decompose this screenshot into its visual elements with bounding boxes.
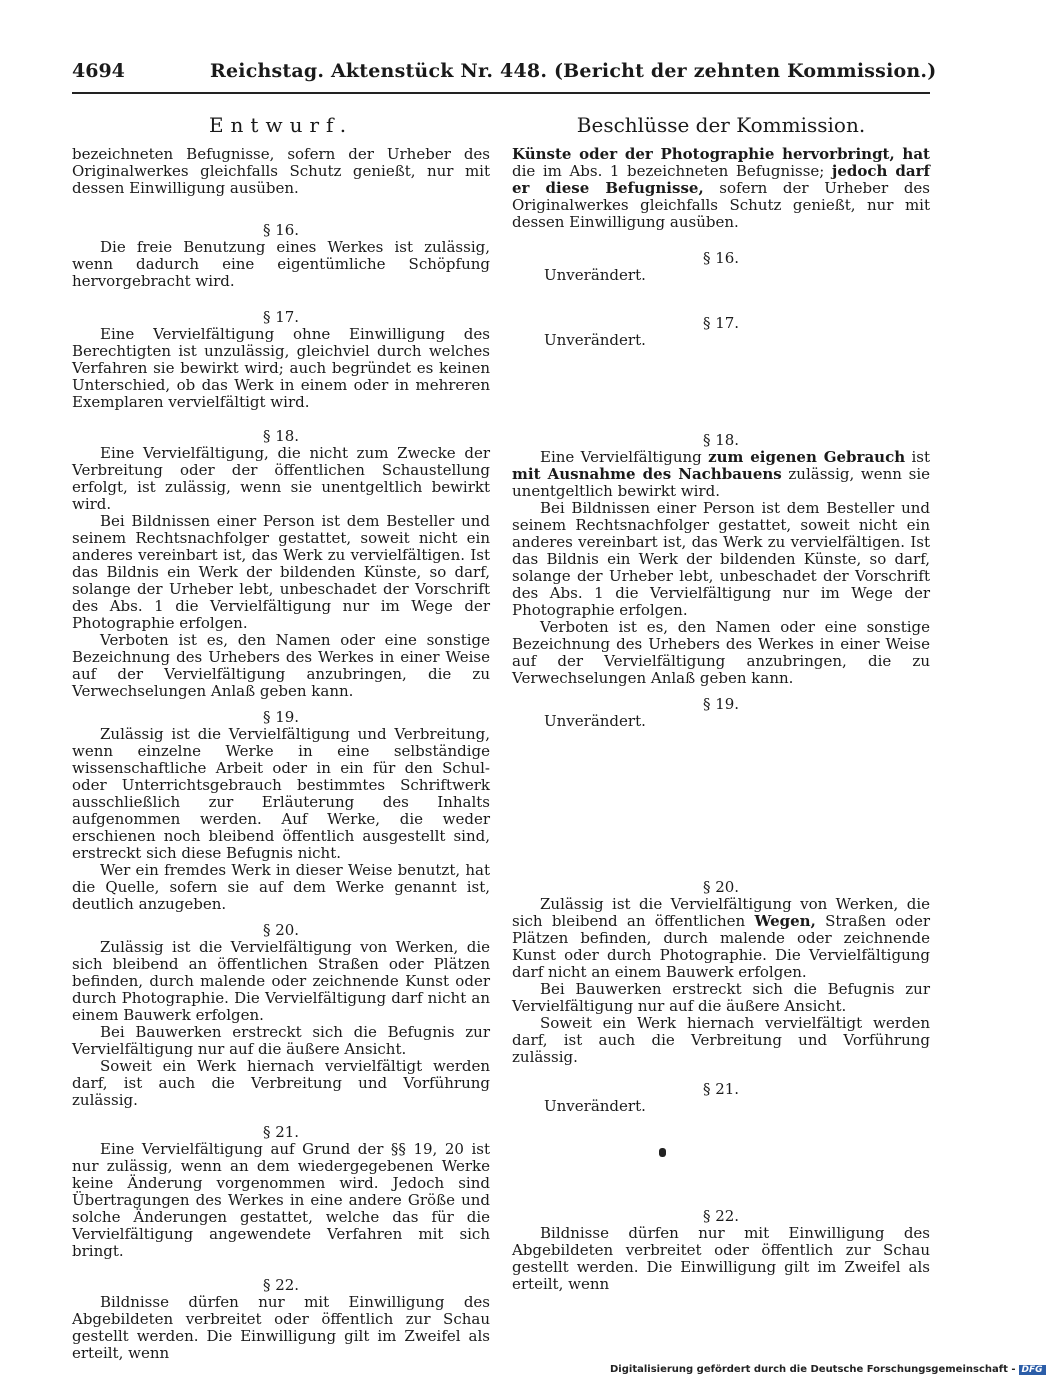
section-heading-18: § 18. [262,427,300,445]
column-beschluesse [512,110,930,1293]
credit-text: Digitalisierung gefördert durch die Deutsche Forschungsgemeinschaft - [610,1364,1016,1375]
emphasis-text: Künste oder der Photographie hervorbringt, hat [512,145,930,163]
section-heading-16: § 16. [262,221,300,239]
section-heading-17: § 17. [262,308,300,326]
paragraph-intro: bezeichneten Befugnisse, sofern der Urheber des Originalwerkes gleichfalls Schutz genießt, nur mit dessen Einwilligung ausüben. [72,145,490,197]
emphasis-text: mit Ausnahme des Nachbauens [512,465,782,483]
unchanged-note-16: Unverändert. [544,266,646,284]
running-title: Reichstag. Aktenstück Nr. 448. (Bericht der zehnten Kommission.) [210,60,937,82]
section-heading-20-right: § 20. [702,878,740,896]
paragraph-18-2: Bei Bildnissen einer Person ist dem Besteller und seinem Rechtsnachfolger gestattet, soweit nicht ein anderes vereinbart ist, das Werk zu vervielfältigen. Ist das Bildnis ein Werk der bildenden Künste, so darf, solange der Urheber lebt, unbeschadet der Vorschrift des Abs. 1 die Vervielfältigung nur im Wege der Photographie erfolgen. [72,512,490,632]
section-heading-22-right: § 22. [702,1207,740,1225]
paragraph-18-2-right: Bei Bildnissen einer Person ist dem Besteller und seinem Rechtsnachfolger gestattet, soweit nicht ein anderes vereinbart ist, das Werk zu vervielfältigen. Ist das Bildnis ein Werk der bildenden Künste, so darf, solange der Urheber lebt, unbeschadet der Vorschrift des Abs. 1 die Vervielfältigung nur im Wege der Photographie erfolgen. [512,499,930,619]
paragraph-21-1: Eine Vervielfältigung auf Grund der §§ 19, 20 ist nur zulässig, wenn an dem wiedergegebenen Werke keine Änderung vorgenommen wird. Jedoch sind Übertragungen des Werkes in eine andere Größe und solche Änderungen gestattet, welche das für die Vervielfältigung angewendete Verfahren mit sich bringt. [72,1140,490,1260]
column-title-beschluesse: Beschlüsse der Kommission. [576,113,866,137]
paragraph-20-1-right: Zulässig ist die Vervielfältigung von Werken, die sich bleibend an öffentlichen Wegen, Straßen oder Plätzen befinden, durch malende oder zeichnende Kunst oder durch Photographie. Die Vervielfältigung darf nicht an einem Bauwerk erfolgen. [512,895,930,981]
emphasis-text: jedoch darf er diese Befugnisse, [512,162,930,197]
unchanged-note-19: Unverändert. [544,712,646,730]
section-heading-19: § 19. [262,708,300,726]
paragraph-18-1-right: Eine Vervielfältigung zum eigenen Gebrauch ist mit Ausnahme des Nachbauens zulässig, wenn sie unentgeltlich bewirkt wird. [512,448,931,500]
paragraph-16-1: Die freie Benutzung eines Werkes ist zulässig, wenn dadurch eine eigentümliche Schöpfung hervorgebracht wird. [72,238,490,290]
paragraph-19-1: Zulässig ist die Vervielfältigung und Verbreitung, wenn einzelne Werke in eine selbständige wissenschaftliche Arbeit oder in ein für den Schul- oder Unterrichtsgebrauch bestimmtes Schriftwerk ausschließlich zur Erläuterung des Inhalts aufgenommen werden. Auf Werke, die weder erschienen noch bleibend öffentlich ausgestellt sind, erstreckt sich diese Befugnis nicht. [72,725,490,862]
column-entwurf [72,110,490,1362]
paragraph-20-2-right: Bei Bauwerken erstreckt sich die Befugnis zur Vervielfältigung nur auf die äußere Ansicht. [512,980,930,1015]
section-heading-16-right: § 16. [702,249,740,267]
ink-spot [659,1148,666,1157]
paragraph-17-1: Eine Vervielfältigung ohne Einwilligung des Berechtigten ist unzulässig, gleichviel durch welches Verfahren sie bewirkt wird; auch begründet es keinen Unterschied, ob das Werk in einem oder in mehreren Exemplaren vervielfältigt wird. [72,325,490,411]
paragraph-20-3: Soweit ein Werk hiernach vervielfältigt werden darf, ist auch die Verbreitung und Vorführung zulässig. [72,1057,490,1109]
page-number: 4694 [72,60,125,82]
unchanged-note-21: Unverändert. [544,1097,646,1115]
emphasis-text: Wegen, [754,912,816,930]
paragraph-22-1: Bildnisse dürfen nur mit Einwilligung des Abgebildeten verbreitet oder öffentlich zur Schau gestellt werden. Die Einwilligung gilt im Zweifel als erteilt, wenn [72,1293,490,1362]
paragraph-intro-right: Künste oder der Photographie hervorbringt, hat die im Abs. 1 bezeichneten Befugnisse; jedoch darf er diese Befugnisse, sofern der Urheber des Originalwerkes gleichfalls Schutz genießt, nur mit dessen Einwilligung ausüben. [512,145,931,231]
section-heading-17-right: § 17. [702,314,740,332]
paragraph-18-3-right: Verboten ist es, den Namen oder eine sonstige Bezeichnung des Urhebers des Werkes in einer Weise auf der Vervielfältigung anzubringen, die zu Verwechselungen Anlaß geben kann. [512,618,930,687]
unchanged-note-17: Unverändert. [544,331,646,349]
paragraph-20-1: Zulässig ist die Vervielfältigung von Werken, die sich bleibend an öffentlichen Straßen oder Plätzen befinden, durch malende oder zeichnende Kunst oder durch Photographie. Die Vervielfältigung darf nicht an einem Bauwerk erfolgen. [72,938,490,1024]
section-heading-21-right: § 21. [702,1080,740,1098]
column-title-entwurf: Entwurf. [208,113,354,137]
page-header [72,60,937,86]
header-rule [72,92,930,94]
paragraph-20-2: Bei Bauwerken erstreckt sich die Befugnis zur Vervielfältigung nur auf die äußere Ansicht. [72,1023,490,1058]
section-heading-22: § 22. [262,1276,300,1294]
section-heading-19-right: § 19. [702,695,740,713]
section-heading-18-right: § 18. [702,431,740,449]
emphasis-text: zum eigenen Gebrauch [708,448,906,466]
paragraph-19-2: Wer ein fremdes Werk in dieser Weise benutzt, hat die Quelle, sofern sie auf dem Werke genannt ist, deutlich anzugeben. [72,861,490,913]
paragraph-22-1-right: Bildnisse dürfen nur mit Einwilligung des Abgebildeten verbreitet oder öffentlich zur Schau gestellt werden. Die Einwilligung gilt im Zweifel als erteilt, wenn [512,1224,930,1293]
paragraph-18-1: Eine Vervielfältigung, die nicht zum Zwecke der Verbreitung oder der öffentlichen Schaustellung erfolgt, ist zulässig, wenn sie unentgeltlich bewirkt wird. [72,444,490,513]
section-heading-20: § 20. [262,921,300,939]
paragraph-20-3-right: Soweit ein Werk hiernach vervielfältigt werden darf, ist auch die Verbreitung und Vorführung zulässig. [512,1014,930,1066]
digitization-credit [610,1364,1046,1375]
dfg-logo-icon: DFG [1019,1365,1046,1375]
paragraph-18-3: Verboten ist es, den Namen oder eine sonstige Bezeichnung des Urhebers des Werkes in einer Weise auf der Vervielfältigung anzubringen, die zu Verwechselungen Anlaß geben kann. [72,631,490,700]
section-heading-21: § 21. [262,1123,300,1141]
